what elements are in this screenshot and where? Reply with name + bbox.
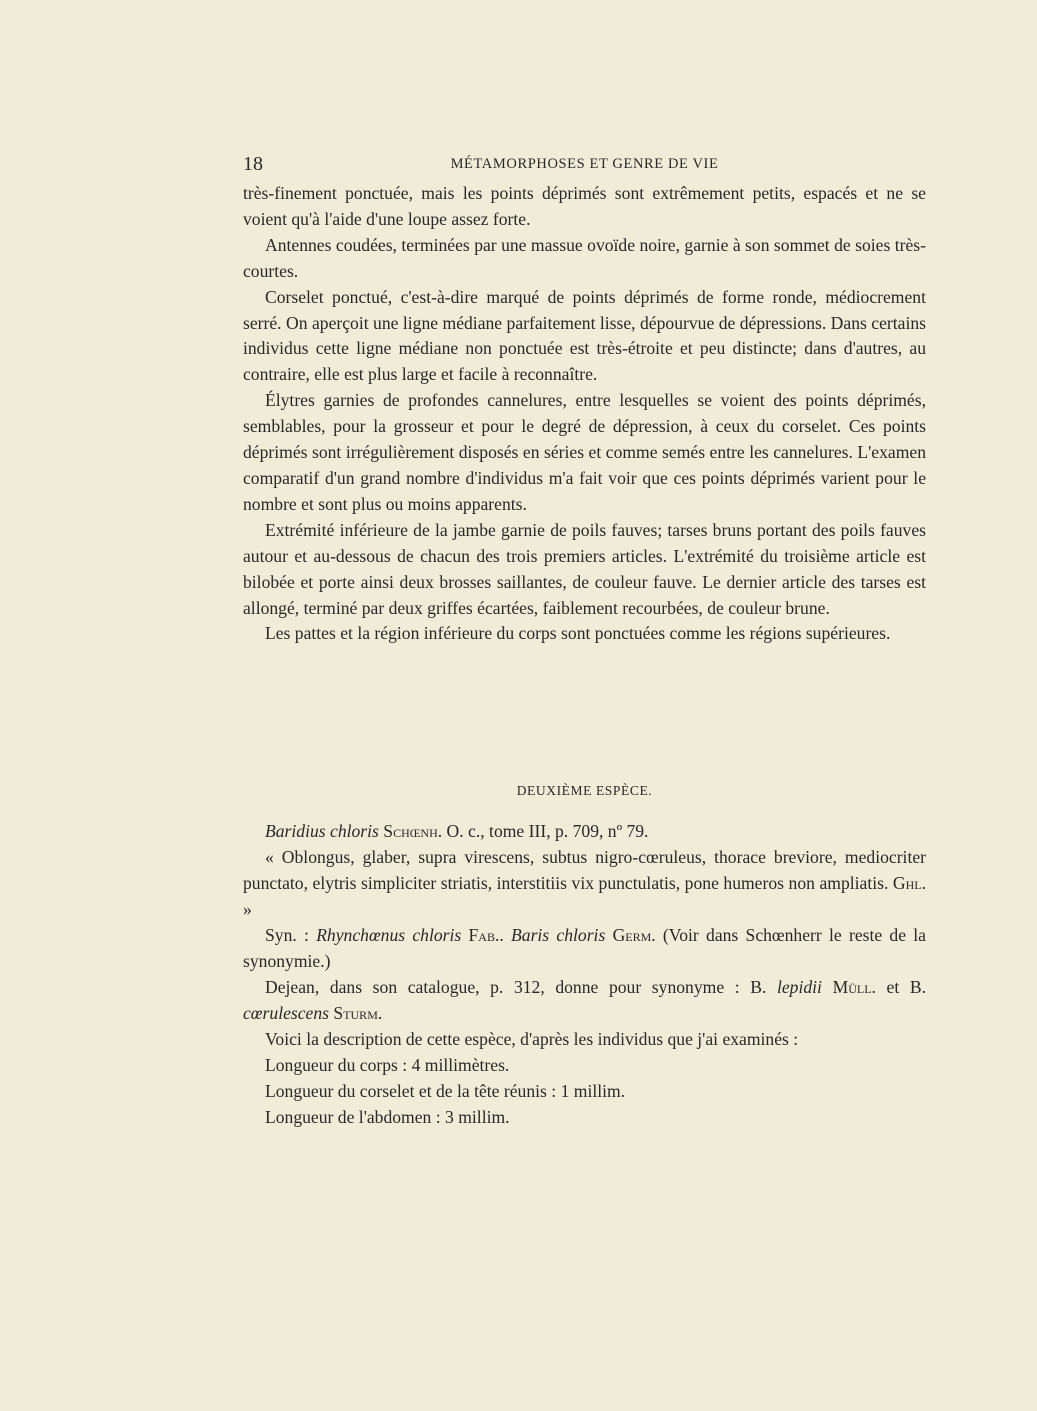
description-intro: Voici la description de cette espèce, d'après les individus que j'ai examinés : <box>265 1029 799 1049</box>
latin-text: « Oblongus, glaber, supra virescens, subtus nigro-cœruleus, thorace breviore, mediocriter punctato, elytris simpliciter striatis, interstitiis vix punctulatis, pone humeros non ampliatis. <box>243 847 926 893</box>
body-text <box>243 181 926 647</box>
latin-diagnosis <box>243 844 926 922</box>
running-title: MÉTAMORPHOSES ET GENRE DE VIE <box>450 156 719 172</box>
syn-name-1: Rhynchœnus chloris <box>316 925 462 945</box>
page-number: 18 <box>243 153 263 175</box>
paragraph-corselet: Corselet ponctué, c'est-à-dire marqué de points déprimés de forme ronde, médiocrement serré. On aperçoit une ligne médiane parfaitement lisse, dépourvue de dépressions. Dans certains individus cette ligne médiane non ponctuée est très-étroite et peu distincte; dans d'autres, au contraire, elle est plus large et facile à reconnaître. <box>243 286 926 385</box>
dejean-author-2: Sturm. <box>333 1003 383 1023</box>
paragraph-underside: Les pattes et la région inférieure du corps sont ponctuées comme les régions supérieures. <box>265 623 891 644</box>
length-thorax: Longueur du corselet et de la tête réunis : 1 millim. <box>265 1081 626 1101</box>
paragraph-antennae: Antennes coudées, terminées par une massue ovoïde noire, garnie à son sommet de soies très-courtes. <box>243 234 926 281</box>
latin-author: Ghl. <box>892 873 926 893</box>
dejean-name-1: lepidii <box>776 977 822 997</box>
dejean-note <box>243 974 926 1026</box>
syn-label: Syn. : <box>265 925 317 945</box>
paragraph-continuation: très-finement ponctuée, mais les points déprimés sont extrêmement petits, espacés et ne se voient qu'à l'aide d'une loupe assez forte. <box>243 183 926 229</box>
syn-name-2: Baris chloris <box>511 925 606 945</box>
length-body: Longueur du corps : 4 millimètres. <box>265 1055 510 1075</box>
dejean-author-1: Müll. <box>832 977 876 997</box>
dejean-text: Dejean, dans son catalogue, p. 312, donne pour synonyme : B. <box>265 977 777 997</box>
syn-author-2: Germ. <box>612 925 656 945</box>
syn-note: (Voir dans Schœnherr le reste de la synonymie.) <box>243 925 926 971</box>
dejean-name-2: cœrulescens <box>243 1003 329 1023</box>
species-citation <box>243 818 926 844</box>
paragraph-elytra: Élytres garnies de profondes cannelures, entre lesquelles se voient des points déprimés, semblables, pour la grosseur et pour le degré de dépression, à ceux du corselet. Ces points déprimés sont irrégulièrement disposés en séries et comme semés entre les cannelures. L'examen comparatif d'un grand nombre d'individus m'a fait voir que ces points déprimés varient pour le nombre et sont plus ou moins apparents. <box>243 390 926 514</box>
species-reference: O. c., tome III, p. 709, nº 79. <box>442 821 649 841</box>
section-heading: DEUXIÈME ESPÈCE. <box>516 783 653 798</box>
species-section <box>243 818 926 1130</box>
dejean-mid: et B. <box>875 977 926 997</box>
species-author: Schœnh. <box>383 821 443 841</box>
species-name: Baridius chloris <box>265 821 379 841</box>
paragraph-legs: Extrémité inférieure de la jambe garnie de poils fauves; tarses bruns portant des poils fauves autour et au-dessous de chacun des trois premiers articles. L'extrémité du troisième article est bilobée et porte ainsi deux brosses saillantes, de couleur fauve. Le dernier article des tarses est allongé, terminé par deux griffes écartées, faiblement recourbées, de couleur brune. <box>243 519 926 618</box>
syn-author-1: Fab. <box>468 925 500 945</box>
synonymy: Syn. : Rhynchœnus chloris Fab.. Baris chloris Germ. (Voir dans Schœnherr le reste de la synonymie.) <box>243 925 926 971</box>
page-header <box>243 153 926 177</box>
latin-close-quote: » <box>243 899 252 919</box>
length-abdomen: Longueur de l'abdomen : 3 millim. <box>265 1107 510 1127</box>
